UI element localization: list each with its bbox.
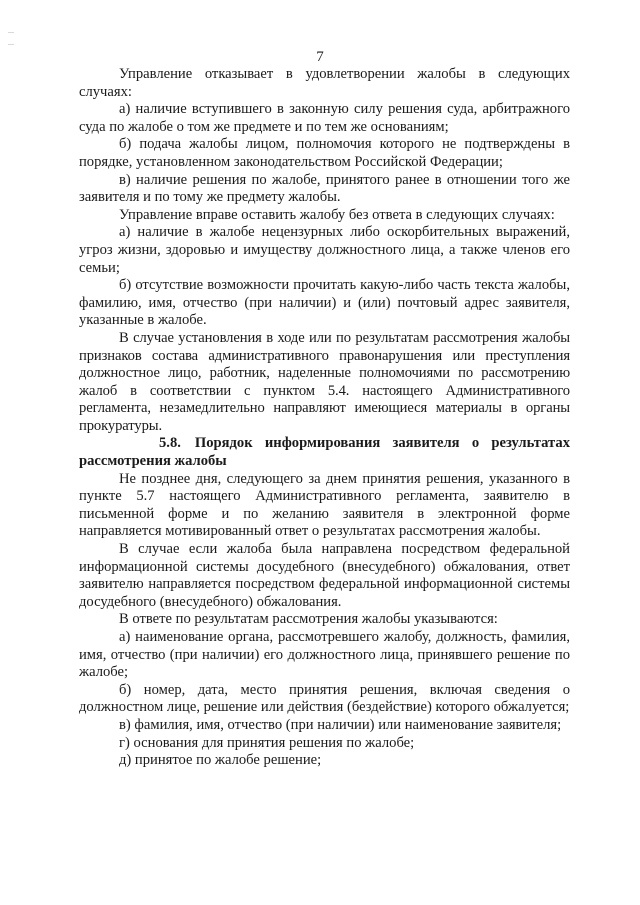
paragraph-prosecution: В случае установления в ходе или по результатам рассмотрения жалобы признаков состава административного правонарушения или преступления должностное лицо, работник, наделенные полномочиями по рассмотрению жалоб в соответствии с пунктом 5.4. настоящего Административного регламента, незамедлительно направляют имеющиеся материалы в органы прокуратуры. — [79, 329, 570, 434]
paragraph-answer-contents-intro: В ответе по результатам рассмотрения жалобы указываются: — [119, 611, 498, 628]
paragraph-answer-item-c: в) фамилия, имя, отчество (при наличии) или наименование заявителя; — [119, 716, 562, 733]
paragraph-answer-item-b: б) номер, дата, место принятия решения, включая сведения о должностном лице, решение или действия (бездействие) которого обжалуется; — [79, 681, 570, 716]
paragraph-federal-system: В случае если жалоба была направлена посредством федеральной информационной системы досудебного (внесудебного) обжалования, ответ заявителю направляется посредством федеральной информационной системы досудебного (внесудебного) обжалования. — [79, 541, 570, 610]
scan-margin-mark — [8, 32, 14, 33]
page-number: 7 — [316, 49, 324, 65]
paragraph-answer-item-a: а) наименование органа, рассмотревшего жалобу, должность, фамилия, имя, отчество (при наличии) его должностного лица, принявшего решение по жалобе; — [79, 629, 570, 681]
paragraph-answer-deadline: Не позднее дня, следующего за днем принятия решения, указанного в пункте 5.7 настоящего Административного регламента, заявителю в письменной форме и по желанию заявителя в электронной форме направляется мотивированный ответ о результатах рассмотрения жалобы. — [79, 470, 570, 540]
paragraph-answer-item-d: г) основания для принятия решения по жалобе; — [119, 734, 415, 751]
paragraph-refusal-b: б) подача жалобы лицом, полномочия которого не подтверждены в порядке, установленном законодательством Российской Федерации; — [79, 136, 570, 170]
section-number: 5.8. — [159, 435, 181, 452]
paragraph-no-answer-b: б) отсутствие возможности прочитать какую-либо часть текста жалобы, фамилию, имя, отчество (при наличии) и (или) почтовый адрес заявителя, указанные в жалобе. — [79, 277, 570, 329]
paragraph-answer-item-e: д) принятое по жалобе решение; — [119, 752, 322, 769]
paragraph-refusal-intro: Управление отказывает в удовлетворении жалобы в следующих случаях: — [79, 66, 570, 100]
paragraph-no-answer-intro: Управление вправе оставить жалобу без ответа в следующих случаях: — [119, 206, 555, 223]
section-title: Порядок информирования заявителя о результатах рассмотрения жалобы — [79, 435, 570, 470]
scan-margin-mark — [8, 44, 14, 45]
paragraph-no-answer-a: а) наличие в жалобе нецензурных либо оскорбительных выражений, угроз жизни, здоровью и имуществу должностного лица, а также членов его семьи; — [79, 224, 570, 276]
document-body — [79, 66, 570, 770]
paragraph-refusal-a: а) наличие вступившего в законную силу решения суда, арбитражного суда по жалобе о том же предмете и по тем же основаниям; — [79, 101, 570, 135]
paragraph-refusal-c: в) наличие решения по жалобе, принятого ранее в отношении того же заявителя и по тому же предмету жалобы. — [79, 171, 570, 206]
section-heading — [79, 435, 570, 470]
